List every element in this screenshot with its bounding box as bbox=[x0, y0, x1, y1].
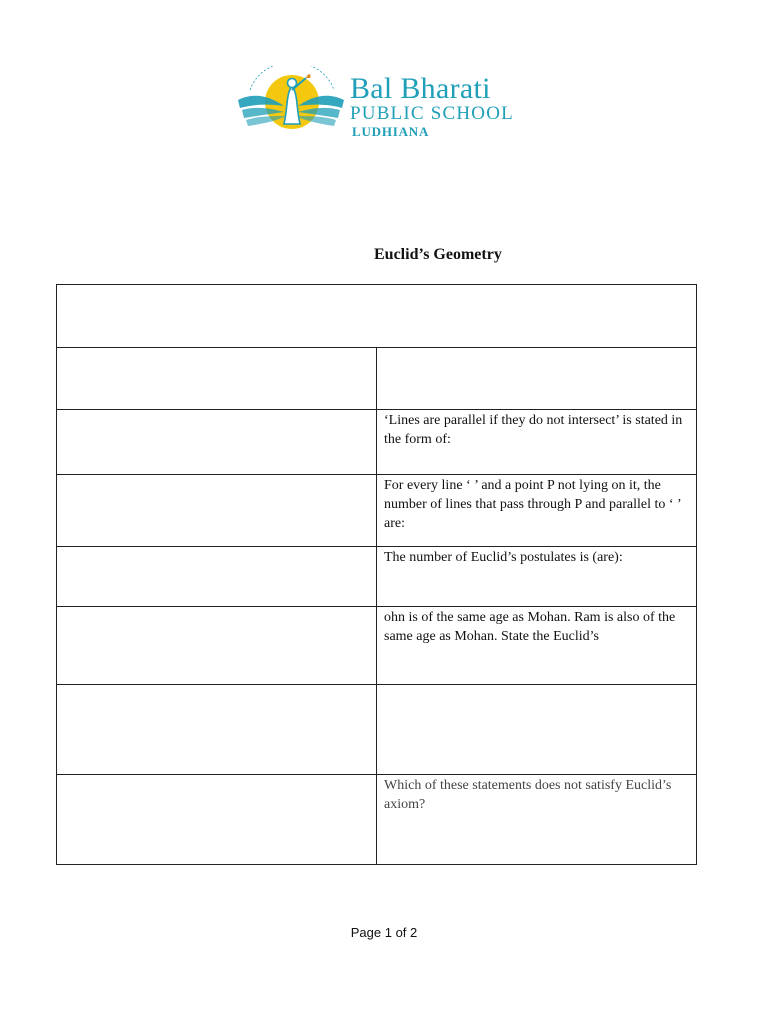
question-cell bbox=[377, 410, 697, 475]
school-subtitle: PUBLIC SCHOOL bbox=[350, 103, 514, 124]
school-emblem-icon bbox=[236, 66, 346, 142]
school-name: Bal Bharati bbox=[350, 72, 491, 105]
question-number-cell bbox=[57, 775, 377, 865]
page-number: Page 1 of 2 bbox=[350, 925, 418, 940]
question-text: Which of these statements does not satisfy Euclid’s axiom? bbox=[384, 778, 672, 812]
question-number-cell bbox=[57, 685, 377, 775]
document-title: Euclid’s Geometry bbox=[374, 246, 502, 263]
school-location: LUDHIANA bbox=[352, 124, 430, 139]
question-cell bbox=[377, 685, 697, 775]
question-number-cell bbox=[57, 607, 377, 685]
table-header-cell bbox=[57, 285, 697, 348]
question-cell bbox=[377, 607, 697, 685]
question-cell bbox=[377, 547, 697, 607]
table-row bbox=[57, 475, 697, 547]
questions-table bbox=[56, 284, 697, 865]
table-row bbox=[57, 348, 697, 410]
table-header-row bbox=[57, 285, 697, 348]
question-text: ohn is of the same age as Mohan. Ram is also of the same age as Mohan. State the Euclid’s bbox=[384, 610, 676, 644]
question-text: The number of Euclid’s postulates is (are): bbox=[384, 550, 623, 565]
question-cell bbox=[377, 348, 697, 410]
school-logo bbox=[236, 66, 546, 142]
question-number-cell bbox=[57, 547, 377, 607]
question-text bbox=[377, 348, 696, 349]
question-number-cell bbox=[57, 410, 377, 475]
table-row bbox=[57, 685, 697, 775]
school-name-block bbox=[350, 74, 550, 139]
question-number-cell bbox=[57, 348, 377, 410]
table-row bbox=[57, 410, 697, 475]
question-text: For every line ‘ ’ and a point P not lying on it, the number of lines that pass through P and parallel to ‘ ’ are: bbox=[384, 478, 681, 531]
question-text bbox=[377, 685, 696, 686]
question-text: ‘Lines are parallel if they do not intersect’ is stated in the form of: bbox=[384, 413, 683, 447]
table-row bbox=[57, 607, 697, 685]
question-number-cell bbox=[57, 475, 377, 547]
table-row bbox=[57, 547, 697, 607]
table-row bbox=[57, 775, 697, 865]
question-cell bbox=[377, 775, 697, 865]
question-cell bbox=[377, 475, 697, 547]
